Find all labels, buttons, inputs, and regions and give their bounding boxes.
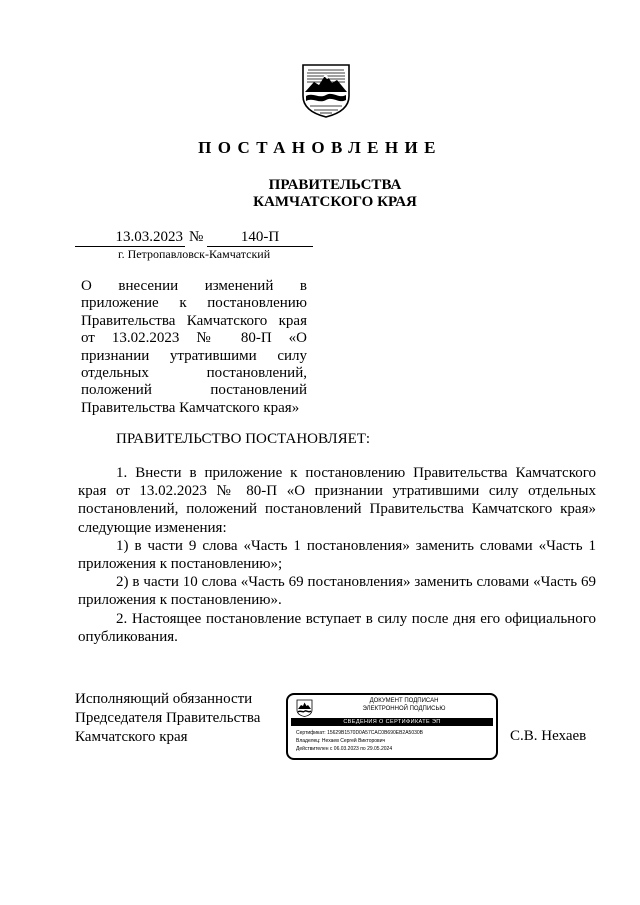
document-body <box>78 464 596 646</box>
paragraph-1: 1. Внести в приложение к постановлению Правительства Камчатского края от 13.02.2023 № 80-П «О признании утратившими силу отдельных постановлений, положений постановлений Правительства Камчатского края» следующие изменения: <box>78 465 596 536</box>
signer-position-line-1: Исполняющий обязанности <box>75 691 253 707</box>
stamp-title <box>318 698 490 713</box>
document-subject: О внесении изменений в приложение к постановлению Правительства Камчатского края от 13.02.2023 № 80-П «О признании утратившими силу отдельных постановлений, положений постановлений Правительства Камчатского края» <box>81 278 307 416</box>
kamchatka-emblem-icon <box>300 62 352 118</box>
stamp-details <box>296 729 493 753</box>
paragraph-4: 2. Настоящее постановление вступает в силу после дня его официального опубликования. <box>78 610 596 645</box>
signer-position-line-2: Председателя Правительства <box>75 710 261 726</box>
stamp-emblem-icon <box>296 699 313 717</box>
city-label: г. Петропавловск-Камчатский <box>118 247 271 261</box>
issuer-line-2: КАМЧАТСКОГО КРАЯ <box>253 194 417 210</box>
paragraph-2: 1) в части 9 слова «Часть 1 постановления» заменить словами «Часть 1 приложения к постановлению»; <box>78 537 596 573</box>
stamp-owner: Владелец: Нехаев Сергей Викторович <box>296 738 386 744</box>
issuer-line-1: ПРАВИТЕЛЬСТВА <box>268 177 402 193</box>
stamp-title-line-1: ДОКУМЕНТ ПОДПИСАН <box>369 698 439 704</box>
document-type-heading: ПОСТАНОВЛЕНИЕ <box>198 138 442 157</box>
issuer-heading <box>0 177 640 211</box>
paragraph-3: 2) в части 10 слова «Часть 69 постановления» заменить словами «Часть 69 приложения к постановлению». <box>78 574 596 609</box>
signer-name: С.В. Нехаев <box>510 728 587 744</box>
document-date: 13.03.2023 <box>75 228 185 247</box>
signer-position-line-3: Камчатского края <box>75 729 188 745</box>
signer-position <box>75 690 260 747</box>
number-sign: № <box>189 229 204 245</box>
electronic-signature-stamp <box>286 693 498 760</box>
document-number: 140-П <box>207 228 313 247</box>
registration-line <box>75 228 313 248</box>
stamp-certificate-bar: СВЕДЕНИЯ О СЕРТИФИКАТЕ ЭП <box>291 718 493 726</box>
preamble: ПРАВИТЕЛЬСТВО ПОСТАНОВЛЯЕТ: <box>116 431 371 447</box>
stamp-certificate: Сертификат: 15629B1570D0A57CAC0B690EB2A5030B <box>296 730 423 736</box>
stamp-validity: Действителен с 06.03.2023 по 29.05.2024 <box>296 746 393 752</box>
stamp-title-line-2: ЭЛЕКТРОННОЙ ПОДПИСЬЮ <box>362 705 446 712</box>
